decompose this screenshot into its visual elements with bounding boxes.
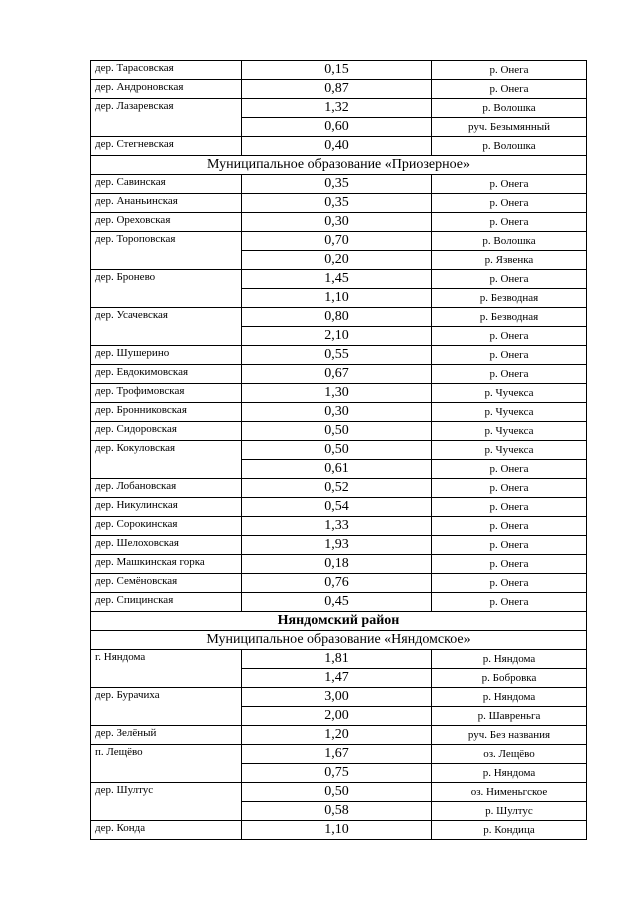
water-body-name: р. Шултус <box>432 802 587 821</box>
water-body-name: р. Онега <box>432 460 587 479</box>
settlement-name: дер. Шушерино <box>91 346 242 365</box>
distance-value: 0,40 <box>242 137 432 156</box>
distance-value: 0,20 <box>242 251 432 270</box>
table-row <box>91 783 587 802</box>
table-row <box>91 574 587 593</box>
settlement-name: дер. Сидоровская <box>91 422 242 441</box>
settlement-name: дер. Кокуловская <box>91 441 242 479</box>
water-body-name: р. Онега <box>432 61 587 80</box>
table-row <box>91 213 587 232</box>
distance-value: 0,45 <box>242 593 432 612</box>
distance-value: 0,30 <box>242 403 432 422</box>
table-row <box>91 517 587 536</box>
distance-value: 1,20 <box>242 726 432 745</box>
water-body-name: р. Язвенка <box>432 251 587 270</box>
water-body-name: р. Онега <box>432 498 587 517</box>
distance-value: 0,55 <box>242 346 432 365</box>
municipality-heading: Муниципальное образование «Няндомское» <box>91 631 587 650</box>
table-row <box>91 137 587 156</box>
settlement-name: дер. Лазаревская <box>91 99 242 137</box>
water-body-name: р. Волошка <box>432 137 587 156</box>
distance-value: 1,93 <box>242 536 432 555</box>
water-body-name: руч. Безымянный <box>432 118 587 137</box>
settlement-name: дер. Бронево <box>91 270 242 308</box>
distance-value: 1,47 <box>242 669 432 688</box>
table-row <box>91 384 587 403</box>
water-body-name: р. Бобровка <box>432 669 587 688</box>
table-row <box>91 821 587 840</box>
table-row <box>91 80 587 99</box>
water-body-name: р. Кондица <box>432 821 587 840</box>
distance-value: 0,75 <box>242 764 432 783</box>
distance-value: 0,50 <box>242 783 432 802</box>
distance-value: 0,76 <box>242 574 432 593</box>
distance-value: 0,58 <box>242 802 432 821</box>
table-row <box>91 593 587 612</box>
table-row <box>91 232 587 251</box>
water-body-name: р. Безводная <box>432 289 587 308</box>
table-row <box>91 726 587 745</box>
water-body-name: р. Чучекса <box>432 422 587 441</box>
settlement-name: дер. Шелоховская <box>91 536 242 555</box>
distance-value: 0,54 <box>242 498 432 517</box>
settlement-name: дер. Лобановская <box>91 479 242 498</box>
distance-value: 0,52 <box>242 479 432 498</box>
district-heading: Няндомский район <box>91 612 587 631</box>
distance-value: 0,67 <box>242 365 432 384</box>
settlement-name: дер. Семёновская <box>91 574 242 593</box>
settlement-name: дер. Шултус <box>91 783 242 821</box>
table-row <box>91 99 587 118</box>
settlement-name: дер. Бурачиха <box>91 688 242 726</box>
table-row <box>91 61 587 80</box>
distance-value: 2,10 <box>242 327 432 346</box>
table-row <box>91 688 587 707</box>
distance-value: 1,45 <box>242 270 432 289</box>
settlement-name: дер. Никулинская <box>91 498 242 517</box>
settlement-name: дер. Сорокинская <box>91 517 242 536</box>
distance-value: 0,87 <box>242 80 432 99</box>
settlement-name: дер. Ананьинская <box>91 194 242 213</box>
water-body-name: оз. Лещёво <box>432 745 587 764</box>
water-body-name: р. Чучекса <box>432 403 587 422</box>
settlement-name: п. Лещёво <box>91 745 242 783</box>
table-row <box>91 346 587 365</box>
table-row <box>91 498 587 517</box>
municipality-heading: Муниципальное образование «Приозерное» <box>91 156 587 175</box>
table-row <box>91 270 587 289</box>
table-row <box>91 175 587 194</box>
settlement-name: дер. Усачевская <box>91 308 242 346</box>
water-body-name: р. Онега <box>432 270 587 289</box>
settlement-name: дер. Конда <box>91 821 242 840</box>
distance-value: 0,60 <box>242 118 432 137</box>
water-body-name: р. Безводная <box>432 308 587 327</box>
water-body-name: р. Онега <box>432 536 587 555</box>
distance-value: 0,18 <box>242 555 432 574</box>
table-row <box>91 479 587 498</box>
water-body-name: р. Онега <box>432 479 587 498</box>
table-row <box>91 536 587 555</box>
table-row <box>91 555 587 574</box>
distance-value: 1,30 <box>242 384 432 403</box>
water-body-name: р. Онега <box>432 593 587 612</box>
section-row <box>91 631 587 650</box>
water-body-name: р. Волошка <box>432 232 587 251</box>
settlement-name: дер. Тороповская <box>91 232 242 270</box>
water-body-name: руч. Без названия <box>432 726 587 745</box>
settlement-name: дер. Савинская <box>91 175 242 194</box>
distance-value: 2,00 <box>242 707 432 726</box>
distance-value: 0,70 <box>242 232 432 251</box>
water-body-name: р. Чучекса <box>432 384 587 403</box>
settlement-name: дер. Евдокимовская <box>91 365 242 384</box>
table-row <box>91 403 587 422</box>
settlement-name: дер. Трофимовская <box>91 384 242 403</box>
distance-value: 0,15 <box>242 61 432 80</box>
settlement-name: дер. Машкинская горка <box>91 555 242 574</box>
water-body-name: р. Онега <box>432 574 587 593</box>
water-body-name: р. Онега <box>432 555 587 574</box>
distance-value: 1,10 <box>242 289 432 308</box>
distance-value: 0,35 <box>242 175 432 194</box>
water-body-name: р. Волошка <box>432 99 587 118</box>
section-row <box>91 156 587 175</box>
table-row <box>91 308 587 327</box>
water-body-name: р. Няндома <box>432 764 587 783</box>
settlements-table <box>90 60 587 840</box>
settlements-table-body <box>91 61 587 840</box>
section-row <box>91 612 587 631</box>
water-body-name: р. Шавреньга <box>432 707 587 726</box>
table-row <box>91 365 587 384</box>
settlement-name: дер. Спицинская <box>91 593 242 612</box>
settlement-name: дер. Бронниковская <box>91 403 242 422</box>
distance-value: 1,67 <box>242 745 432 764</box>
water-body-name: р. Онега <box>432 517 587 536</box>
settlement-name: дер. Тарасовская <box>91 61 242 80</box>
water-body-name: оз. Нименьгское <box>432 783 587 802</box>
distance-value: 0,61 <box>242 460 432 479</box>
settlement-name: дер. Андроновская <box>91 80 242 99</box>
distance-value: 1,32 <box>242 99 432 118</box>
distance-value: 0,50 <box>242 422 432 441</box>
water-body-name: р. Онега <box>432 213 587 232</box>
table-row <box>91 422 587 441</box>
distance-value: 0,30 <box>242 213 432 232</box>
table-row <box>91 650 587 669</box>
settlement-name: дер. Стегневская <box>91 137 242 156</box>
table-row <box>91 194 587 213</box>
distance-value: 0,35 <box>242 194 432 213</box>
water-body-name: р. Онега <box>432 194 587 213</box>
water-body-name: р. Онега <box>432 80 587 99</box>
distance-value: 3,00 <box>242 688 432 707</box>
settlement-name: г. Няндома <box>91 650 242 688</box>
distance-value: 1,81 <box>242 650 432 669</box>
distance-value: 0,80 <box>242 308 432 327</box>
distance-value: 0,50 <box>242 441 432 460</box>
settlement-name: дер. Ореховская <box>91 213 242 232</box>
table-row <box>91 441 587 460</box>
settlement-name: дер. Зелёный <box>91 726 242 745</box>
distance-value: 1,33 <box>242 517 432 536</box>
water-body-name: р. Няндома <box>432 688 587 707</box>
water-body-name: р. Онега <box>432 346 587 365</box>
water-body-name: р. Няндома <box>432 650 587 669</box>
distance-value: 1,10 <box>242 821 432 840</box>
water-body-name: р. Чучекса <box>432 441 587 460</box>
water-body-name: р. Онега <box>432 365 587 384</box>
water-body-name: р. Онега <box>432 175 587 194</box>
water-body-name: р. Онега <box>432 327 587 346</box>
table-row <box>91 745 587 764</box>
